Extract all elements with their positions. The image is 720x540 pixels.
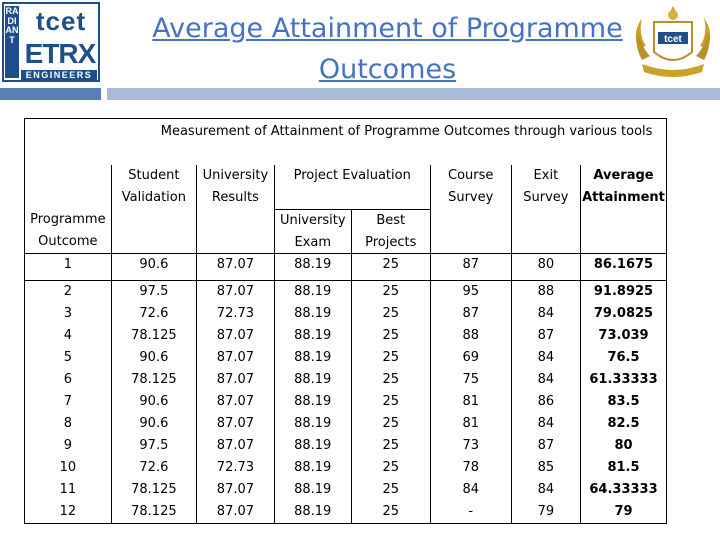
table-cell: 73 <box>430 435 511 457</box>
group-header-row <box>25 119 667 166</box>
table-cell: 12 <box>25 501 112 524</box>
tcet-emblem-logo <box>628 2 718 82</box>
col-project-evaluation: Project Evaluation <box>293 168 411 183</box>
table-row <box>25 369 667 391</box>
col-exit-survey: Exit Survey <box>511 165 580 254</box>
table-cell: 90.6 <box>111 413 196 435</box>
table-cell: 87 <box>511 325 580 347</box>
col-project-evaluation-group <box>274 165 430 254</box>
table-cell: 81 <box>430 391 511 413</box>
table-row <box>25 303 667 325</box>
table-cell: 90.6 <box>111 391 196 413</box>
table-cell: 64.33333 <box>581 479 667 501</box>
col-university-results: University Results <box>197 165 275 254</box>
table-cell: 5 <box>25 347 112 369</box>
table-cell: 25 <box>351 325 430 347</box>
table-row <box>25 435 667 457</box>
table-row <box>25 254 667 281</box>
table-cell: 73.039 <box>581 325 667 347</box>
table-cell: 25 <box>351 457 430 479</box>
project-evaluation-subheaders <box>275 209 430 253</box>
table-cell: 79.0825 <box>581 303 667 325</box>
table-cell: 97.5 <box>111 435 196 457</box>
table-cell: 78.125 <box>111 369 196 391</box>
table-cell: 7 <box>25 391 112 413</box>
table-cell: 72.73 <box>197 457 275 479</box>
table-cell: 87.07 <box>197 347 275 369</box>
table-row <box>25 501 667 524</box>
table-cell: 88.19 <box>274 369 351 391</box>
table-cell: 82.5 <box>581 413 667 435</box>
table-cell: 88.19 <box>274 281 351 304</box>
table-cell: 88.19 <box>274 457 351 479</box>
table-cell: 81 <box>430 413 511 435</box>
table-cell: 80 <box>581 435 667 457</box>
table-cell: 25 <box>351 369 430 391</box>
table-cell: 69 <box>430 347 511 369</box>
table-cell: 25 <box>351 435 430 457</box>
logo-etrx-text: ETRX <box>24 38 96 69</box>
table-cell: 87.07 <box>197 479 275 501</box>
table-cell: 76.5 <box>581 347 667 369</box>
table-cell: 2 <box>25 281 112 304</box>
table-cell: 90.6 <box>111 347 196 369</box>
table-cell: 25 <box>351 347 430 369</box>
table-cell: 78.125 <box>111 501 196 524</box>
table-cell: 3 <box>25 303 112 325</box>
table-cell: 78.125 <box>111 325 196 347</box>
col-programme-outcome: Programme Outcome <box>25 165 112 254</box>
table-cell: 86 <box>511 391 580 413</box>
table-row <box>25 457 667 479</box>
col-university-exam: University Exam <box>275 209 352 253</box>
table-cell: 81.5 <box>581 457 667 479</box>
etrx-logo <box>2 2 100 82</box>
table-cell: 10 <box>25 457 112 479</box>
table-row <box>25 413 667 435</box>
table-cell: 61.33333 <box>581 369 667 391</box>
table-cell: 4 <box>25 325 112 347</box>
table-cell: 25 <box>351 479 430 501</box>
group-header: Measurement of Attainment of Programme Outcomes through various tools <box>111 119 666 166</box>
table-cell: 84 <box>511 347 580 369</box>
table-row <box>25 347 667 369</box>
table-cell: 87.07 <box>197 254 275 281</box>
table-cell: 87.07 <box>197 325 275 347</box>
table-cell: 25 <box>351 501 430 524</box>
col-course-survey: Course Survey <box>430 165 511 254</box>
table-body <box>25 254 667 524</box>
table-cell: 97.5 <box>111 281 196 304</box>
col-best-projects: Best Projects <box>352 209 430 253</box>
table-cell: 86.1675 <box>581 254 667 281</box>
logo-radiant-text: RADIANT <box>5 6 19 78</box>
table-cell: 1 <box>25 254 112 281</box>
table-cell: 85 <box>511 457 580 479</box>
table-cell: 72.73 <box>197 303 275 325</box>
table-cell: 25 <box>351 303 430 325</box>
table-cell: 87.07 <box>197 413 275 435</box>
table-cell: 84 <box>511 303 580 325</box>
table-row <box>25 479 667 501</box>
table-cell: 87.07 <box>197 501 275 524</box>
table-cell: 8 <box>25 413 112 435</box>
table-cell: 87.07 <box>197 369 275 391</box>
table-cell: 88.19 <box>274 303 351 325</box>
table-cell: 84 <box>511 369 580 391</box>
table-cell: 87 <box>511 435 580 457</box>
col-student-validation: Student Validation <box>111 165 196 254</box>
table-cell: 72.6 <box>111 303 196 325</box>
table-cell: 25 <box>351 254 430 281</box>
table-cell: 91.8925 <box>581 281 667 304</box>
table-cell: 88.19 <box>274 413 351 435</box>
header-accent-bar <box>0 88 720 100</box>
table-cell: 79 <box>511 501 580 524</box>
table-cell: 84 <box>511 413 580 435</box>
table-cell: 75 <box>430 369 511 391</box>
table-cell: 9 <box>25 435 112 457</box>
table-cell: 88 <box>430 325 511 347</box>
accent-bar-light <box>107 88 720 100</box>
table-cell: 87.07 <box>197 281 275 304</box>
table-cell: 90.6 <box>111 254 196 281</box>
table-cell: 78 <box>430 457 511 479</box>
table-cell: 87.07 <box>197 391 275 413</box>
accent-bar-dark <box>0 88 101 100</box>
emblem-text: tcet <box>664 34 682 45</box>
table-cell: 72.6 <box>111 457 196 479</box>
table-row <box>25 391 667 413</box>
table-cell: 11 <box>25 479 112 501</box>
table-cell: 84 <box>511 479 580 501</box>
table-cell: 6 <box>25 369 112 391</box>
table-cell: 78.125 <box>111 479 196 501</box>
table-cell: 87 <box>430 303 511 325</box>
table-cell: 84 <box>430 479 511 501</box>
column-header-row <box>25 165 667 254</box>
table-cell: 87.07 <box>197 435 275 457</box>
table-cell: 25 <box>351 281 430 304</box>
table-cell: 88.19 <box>274 479 351 501</box>
table-cell: 25 <box>351 391 430 413</box>
table-row <box>25 325 667 347</box>
table-cell: 88.19 <box>274 501 351 524</box>
table-cell: 79 <box>581 501 667 524</box>
table-cell: 88 <box>511 281 580 304</box>
table-row <box>25 281 667 304</box>
logo-engineers-text: ENGINEERS <box>21 70 97 81</box>
table-cell: - <box>430 501 511 524</box>
col-average-attainment: Average Attainment <box>581 165 667 254</box>
table-cell: 88.19 <box>274 435 351 457</box>
attainment-table <box>24 118 667 524</box>
page-title: Average Attainment of Programme Outcomes <box>152 13 623 85</box>
table-cell: 88.19 <box>274 347 351 369</box>
logo-tcet-text: tcet <box>35 6 87 36</box>
table-cell: 88.19 <box>274 391 351 413</box>
header-cell-empty <box>25 119 112 166</box>
table-cell: 87 <box>430 254 511 281</box>
table-cell: 25 <box>351 413 430 435</box>
table-cell: 88.19 <box>274 254 351 281</box>
table-cell: 95 <box>430 281 511 304</box>
table-cell: 80 <box>511 254 580 281</box>
table-cell: 83.5 <box>581 391 667 413</box>
table-cell: 88.19 <box>274 325 351 347</box>
